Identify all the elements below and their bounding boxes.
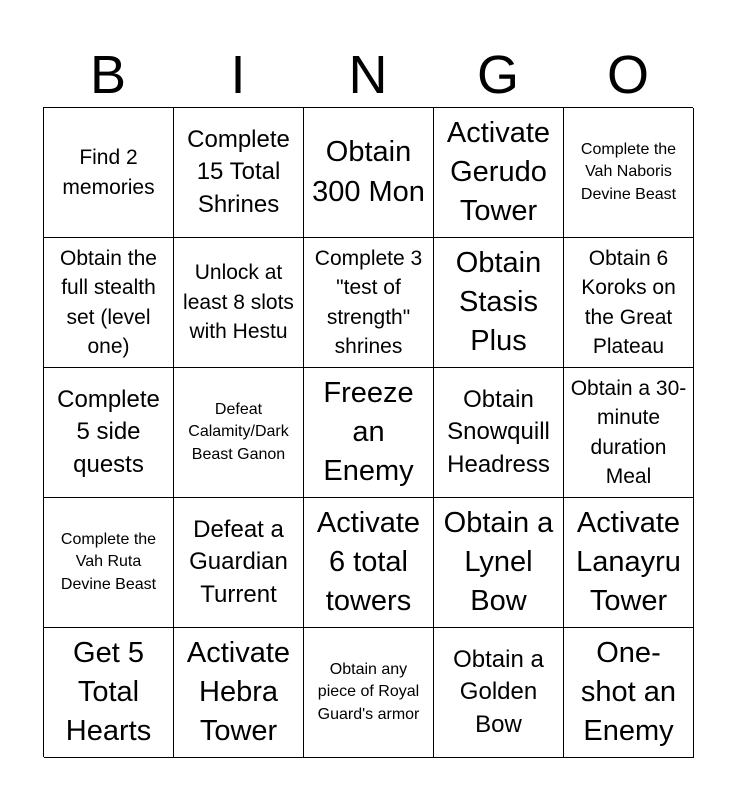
cell-text: Obtain 6 Koroks on the Great Plateau xyxy=(581,246,676,358)
cell-text: Complete the Vah Naboris Devine Beast xyxy=(580,140,677,203)
bingo-cell-r1c1[interactable] xyxy=(44,108,174,238)
cell-text: Obtain a 30-minute duration Meal xyxy=(570,376,687,488)
bingo-board xyxy=(43,107,693,757)
bingo-cell-r2c3[interactable] xyxy=(304,238,434,368)
bingo-cell-r3c3[interactable] xyxy=(304,368,434,498)
cell-text: One-shot an Enemy xyxy=(580,636,677,748)
bingo-cell-r1c5[interactable] xyxy=(564,108,694,238)
bingo-cell-r5c5[interactable] xyxy=(564,628,694,758)
bingo-cell-r1c3[interactable] xyxy=(304,108,434,238)
bingo-cell-r3c2[interactable] xyxy=(174,368,304,498)
header-letter-g: G xyxy=(476,45,519,105)
bingo-cell-r5c1[interactable] xyxy=(44,628,174,758)
cell-text: Obtain the full stealth set (level one) xyxy=(60,246,157,358)
cell-text: Activate Gerudo Tower xyxy=(446,116,551,228)
bingo-cell-r1c4[interactable] xyxy=(434,108,564,238)
cell-text: Get 5 Total Hearts xyxy=(65,636,152,748)
bingo-cell-r4c4[interactable] xyxy=(434,498,564,628)
cell-text: Activate Lanayru Tower xyxy=(576,506,681,618)
bingo-cell-r2c2[interactable] xyxy=(174,238,304,368)
cell-text: Obtain Snowquill Headress xyxy=(447,385,550,478)
cell-text: Complete the Vah Ruta Devine Beast xyxy=(60,530,157,593)
bingo-cell-r5c2[interactable] xyxy=(174,628,304,758)
cell-text: Obtain a Lynel Bow xyxy=(443,506,554,618)
bingo-cell-r3c5[interactable] xyxy=(564,368,694,498)
header-letter-b: B xyxy=(89,45,127,105)
cell-text: Obtain a Golden Bow xyxy=(453,645,544,738)
cell-text: Defeat Calamity/Dark Beast Ganon xyxy=(188,400,289,463)
bingo-cell-r1c2[interactable] xyxy=(174,108,304,238)
cell-text: Find 2 memories xyxy=(62,146,155,199)
bingo-cell-r4c2[interactable] xyxy=(174,498,304,628)
bingo-cell-r4c5[interactable] xyxy=(564,498,694,628)
header-letter-n: N xyxy=(348,45,388,105)
bingo-cell-r3c4[interactable] xyxy=(434,368,564,498)
cell-text: Complete 5 side quests xyxy=(57,385,160,478)
bingo-cell-r2c5[interactable] xyxy=(564,238,694,368)
header-letter-o: O xyxy=(606,45,649,105)
bingo-header xyxy=(43,42,693,108)
bingo-cell-r5c3[interactable] xyxy=(304,628,434,758)
bingo-cell-r5c4[interactable] xyxy=(434,628,564,758)
header-letter-i: I xyxy=(230,45,246,105)
cell-text: Complete 3 "test of strength" shrines xyxy=(314,246,423,358)
bingo-cell-r4c1[interactable] xyxy=(44,498,174,628)
cell-text: Obtain 300 Mon xyxy=(312,136,425,208)
bingo-cell-r3c1[interactable] xyxy=(44,368,174,498)
cell-text: Obtain any piece of Royal Guard's armor xyxy=(317,660,420,723)
bingo-cell-r4c3[interactable] xyxy=(304,498,434,628)
cell-text: Freeze an Enemy xyxy=(323,376,414,488)
cell-text: Complete 15 Total Shrines xyxy=(187,125,290,218)
cell-text: Obtain Stasis Plus xyxy=(455,246,542,358)
bingo-cell-r2c4[interactable] xyxy=(434,238,564,368)
cell-text: Defeat a Guardian Turrent xyxy=(189,515,288,608)
cell-text: Unlock at least 8 slots with Hestu xyxy=(183,261,294,344)
cell-text: Activate Hebra Tower xyxy=(186,636,291,748)
cell-text: Activate 6 total towers xyxy=(316,506,421,618)
bingo-cell-r2c1[interactable] xyxy=(44,238,174,368)
